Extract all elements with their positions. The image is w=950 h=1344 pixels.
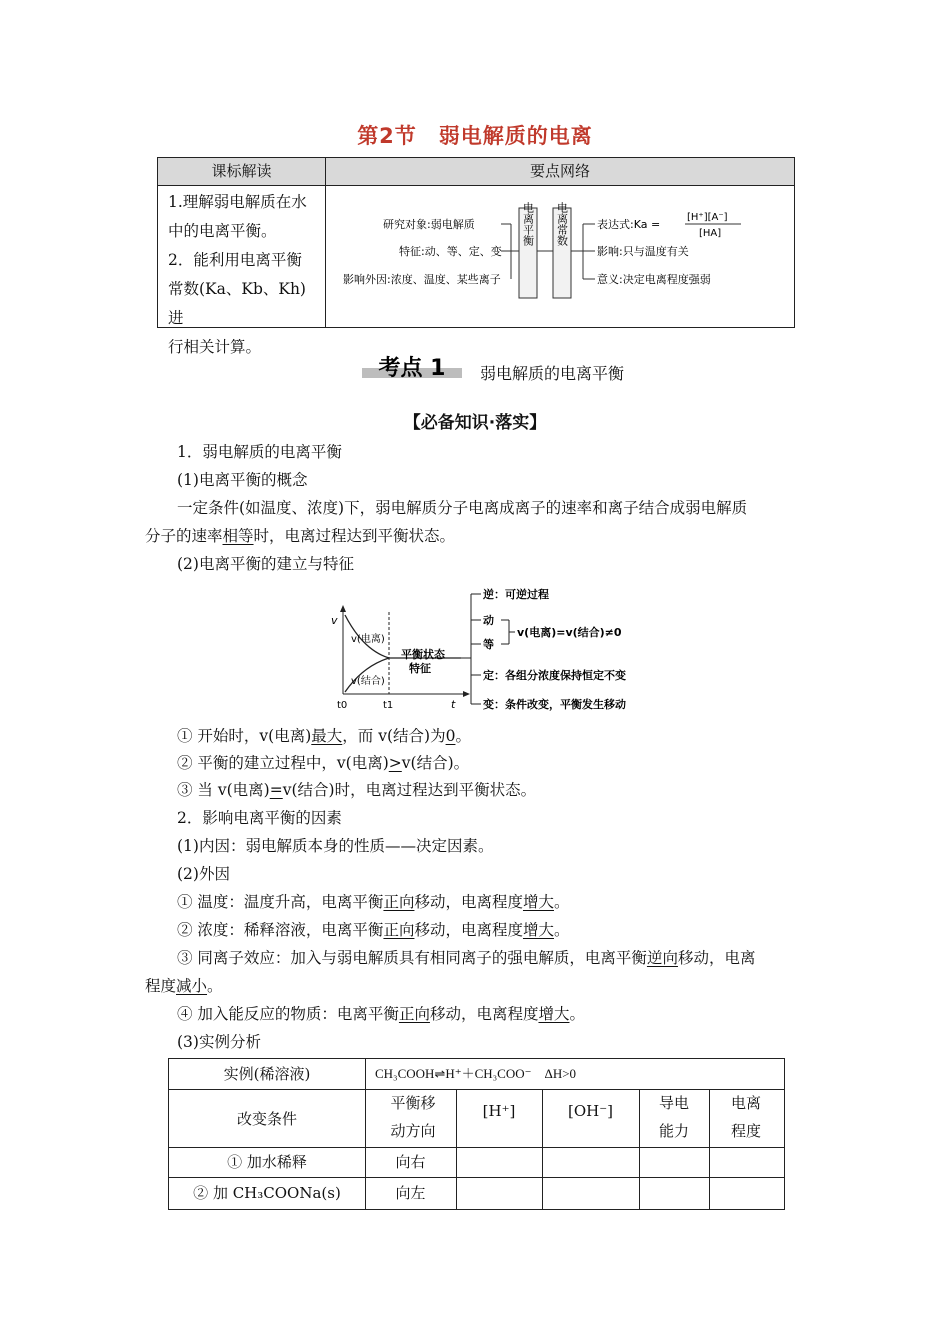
cell-equation: CH₃COOH⇌H⁺＋CH₃COO⁻ ΔH>0	[375, 1066, 577, 1081]
header-condition: 改变条件	[236, 1110, 297, 1128]
objective-line: 常数(Ka、Kb、Kh)进	[168, 280, 306, 327]
feature-ni: 逆：可逆过程	[483, 588, 549, 601]
blank-answer: >	[388, 754, 402, 772]
blank-answer: 增大	[522, 893, 554, 911]
net-box-constant: 电离常数	[555, 202, 569, 246]
feature-deng: 等	[483, 638, 494, 651]
page-title: 第2节 弱电解质的电离	[357, 124, 593, 148]
curve-label-combine: v(结合)	[351, 676, 385, 687]
blank-answer: 正向	[398, 1005, 430, 1023]
blank-answer: 逆向	[646, 949, 678, 967]
objective-line: 中的电离平衡。	[168, 222, 277, 240]
intro-table	[157, 157, 795, 356]
heading-2: 2．影响电离平衡的因素	[177, 809, 342, 827]
header-conductivity: 导电能力	[658, 1094, 689, 1140]
blank-answer: 正向	[383, 893, 415, 911]
header-direction: 平衡移动方向	[390, 1094, 436, 1140]
heading-2-2: (2)外因	[177, 865, 230, 883]
bullet-equal: ③ 当 v(电离)=v(结合)时，电离过程达到平衡状态。	[177, 781, 537, 799]
net-formula-num: [H⁺][A⁻]	[687, 212, 728, 223]
objectives	[168, 188, 320, 362]
tick-t1: t1	[383, 700, 394, 711]
tick-t0: t0	[337, 700, 348, 711]
net-box-balance: 电离平衡	[521, 202, 535, 246]
intro-col2-header: 要点网络	[326, 158, 794, 186]
blank-answer: 最大	[311, 727, 343, 745]
axis-t: t	[451, 698, 456, 711]
row-condition: ① 加水稀释	[227, 1153, 307, 1171]
heading-1-1: (1)电离平衡的概念	[177, 471, 308, 489]
blank-answer: 0	[445, 727, 456, 745]
svg-text:考点 1: 考点 1	[378, 356, 446, 381]
row-direction: 向左	[395, 1184, 426, 1202]
equilibrium-figure	[323, 582, 673, 716]
blank-answer: 减小	[176, 977, 208, 995]
state-label: 平衡状态	[401, 648, 445, 661]
feature-bian: 变：条件改变，平衡发生移动	[483, 698, 626, 711]
blank-answer: =	[269, 781, 283, 799]
blank-answer: 增大	[522, 921, 554, 939]
header-degree: 电离程度	[730, 1094, 761, 1140]
curve-label-ionize: v(电离)	[351, 634, 385, 645]
example-table	[168, 1058, 785, 1210]
row-direction: 向右	[395, 1153, 426, 1171]
header-h: [H⁺]	[482, 1102, 516, 1120]
concept-network-diagram	[343, 190, 763, 322]
factor-common-ion-cont: 程度减小。	[145, 977, 223, 995]
factor-reactive: ④ 加入能反应的物质：电离平衡正向移动，电离程度增大。	[177, 1005, 585, 1023]
objective-line: 1.理解弱电解质在水	[168, 193, 307, 211]
row-condition: ② 加 CH₃COONa(s)	[193, 1184, 341, 1202]
feature-dong: 动	[483, 614, 494, 627]
header-oh: [OH⁻]	[568, 1102, 613, 1120]
blank-answer: 增大	[538, 1005, 570, 1023]
intro-col1-header: 课标解读	[158, 158, 325, 186]
factor-concentration: ② 浓度：稀释溶液，电离平衡正向移动，电离程度增大。	[177, 921, 570, 939]
paragraph-line: 一定条件(如温度、浓度)下，弱电解质分子电离成离子的速率和离子结合成弱电解质	[177, 499, 748, 517]
net-right-3: 意义:决定电离程度强弱	[597, 273, 711, 286]
cell-example: 实例(稀溶液)	[223, 1065, 311, 1083]
section-title: 弱电解质的电离平衡	[480, 364, 625, 383]
feature-label: 特征	[409, 662, 431, 675]
heading-1: 1．弱电解质的电离平衡	[177, 443, 342, 461]
net-left-3: 影响外因:浓度、温度、某些离子	[343, 273, 501, 286]
factor-temperature: ① 温度：温度升高，电离平衡正向移动，电离程度增大。	[177, 893, 570, 911]
heading-1-2: (2)电离平衡的建立与特征	[177, 555, 354, 573]
net-formula-den: [HA]	[699, 228, 722, 239]
heading-2-1: (1)内因：弱电解质本身的性质——决定因素。	[177, 837, 494, 855]
section-badge	[362, 354, 462, 382]
bullet-process: ② 平衡的建立过程中，v(电离)>v(结合)。	[177, 754, 470, 772]
net-left-1: 研究对象:弱电解质	[383, 218, 475, 231]
objective-line: 2．能利用电离平衡	[168, 251, 302, 269]
paragraph-line: 分子的速率相等时，电离过程达到平衡状态。	[145, 527, 456, 545]
blank-answer: 相等	[222, 527, 254, 545]
feature-equal: v(电离)=v(结合)≠0	[517, 626, 622, 639]
blank-answer: 正向	[383, 921, 415, 939]
net-right-2: 影响:只与温度有关	[597, 245, 689, 258]
bullet-start: ① 开始时，v(电离)最大，而 v(结合)为0。	[177, 727, 471, 745]
feature-ding: 定：各组分浓度保持恒定不变	[483, 669, 626, 682]
factor-common-ion: ③ 同离子效应：加入与弱电解质具有相同离子的强电解质，电离平衡逆向移动，电离	[177, 949, 756, 967]
knowledge-subheading: 【必备知识·落实】	[403, 413, 547, 433]
axis-v: v	[331, 614, 338, 627]
net-right-1: 表达式:Ka =	[597, 218, 661, 231]
heading-2-3: (3)实例分析	[177, 1033, 261, 1051]
objective-line: 行相关计算。	[168, 338, 262, 356]
net-left-2: 特征:动、等、定、变	[399, 245, 502, 258]
